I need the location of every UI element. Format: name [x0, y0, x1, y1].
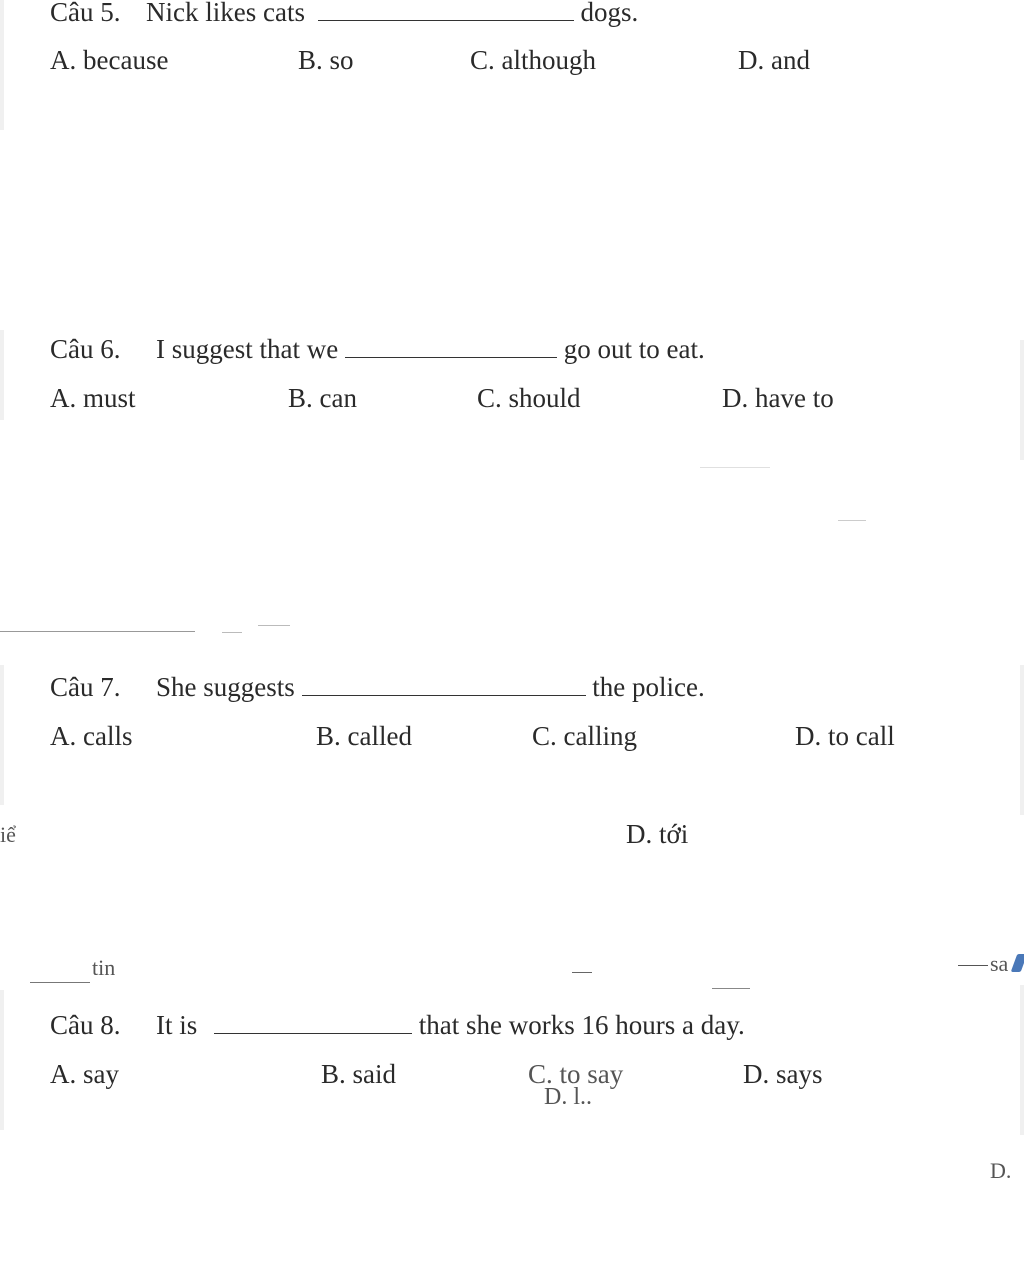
question-stem	[50, 1009, 745, 1041]
stem-before-blank: It is	[156, 1010, 198, 1040]
page-edge-right-mid	[1020, 340, 1024, 460]
option-a: A. must	[50, 383, 136, 413]
scan-noise-line	[0, 631, 195, 632]
option-d: D. have to	[722, 383, 834, 413]
scan-noise-line	[712, 988, 750, 989]
scan-noise-line	[258, 625, 290, 626]
option-a: A. because	[50, 45, 169, 75]
stray-fragment-blank: tin	[92, 955, 116, 980]
option-d: D. to call	[795, 721, 895, 751]
answer-blank	[214, 1032, 412, 1034]
ink-blot	[1011, 954, 1024, 972]
question-stem	[50, 0, 638, 28]
question-number: Câu 6.	[50, 334, 121, 364]
page-edge-left-bottom	[0, 990, 4, 1130]
stray-blank-line	[30, 982, 90, 983]
option-b: B. can	[288, 383, 357, 413]
stem-after-blank: dogs.	[580, 0, 639, 27]
stem-after-blank: go out to eat.	[563, 334, 705, 364]
page-edge-left-mid	[0, 330, 4, 420]
page-edge-left-mid2	[0, 665, 4, 805]
option-a: A. calls	[50, 721, 133, 751]
question-number: Câu 5.	[50, 0, 121, 27]
stray-fragment-left: iể	[0, 822, 16, 847]
option-d: D. and	[738, 45, 810, 75]
stray-fragment-overlap: D. l..	[544, 1084, 592, 1110]
stem-after-blank: the police.	[592, 672, 705, 702]
question-stem	[50, 333, 705, 365]
answer-blank	[302, 694, 586, 696]
stem-before-blank: I suggest that we	[156, 334, 339, 364]
option-c: C. calling	[532, 721, 637, 751]
option-d: D. says	[743, 1059, 823, 1089]
page-edge-right-mid2	[1020, 665, 1024, 815]
stem-before-blank: She suggests	[156, 672, 295, 702]
option-a: A. say	[50, 1059, 119, 1089]
option-b: B. so	[298, 45, 354, 75]
answer-blank	[345, 356, 557, 358]
page-edge-left-top	[0, 0, 4, 130]
stem-before-blank: Nick likes cats	[146, 0, 305, 27]
page-edge-right-bottom	[1020, 985, 1024, 1135]
question-number: Câu 8.	[50, 1010, 121, 1040]
scan-noise-line	[572, 972, 592, 973]
answer-blank	[318, 19, 574, 21]
scan-noise-line	[222, 632, 242, 633]
option-c: C. should	[477, 383, 581, 413]
question-number: Câu 7.	[50, 672, 121, 702]
option-b: B. said	[321, 1059, 397, 1089]
stray-right-line	[958, 965, 988, 966]
option-b: B. called	[316, 721, 412, 751]
stray-fragment-bottom-right: D.	[990, 1158, 1012, 1183]
option-c: C. to say	[528, 1059, 624, 1089]
scan-noise-line	[838, 520, 866, 521]
stray-fragment-right: sa	[990, 951, 1009, 976]
option-c: C. although	[470, 45, 596, 75]
stray-fragment-option: D. tới	[626, 819, 689, 849]
stem-after-blank: that she works 16 hours a day.	[418, 1010, 745, 1040]
question-stem	[50, 671, 705, 703]
scan-noise-line	[700, 467, 770, 468]
